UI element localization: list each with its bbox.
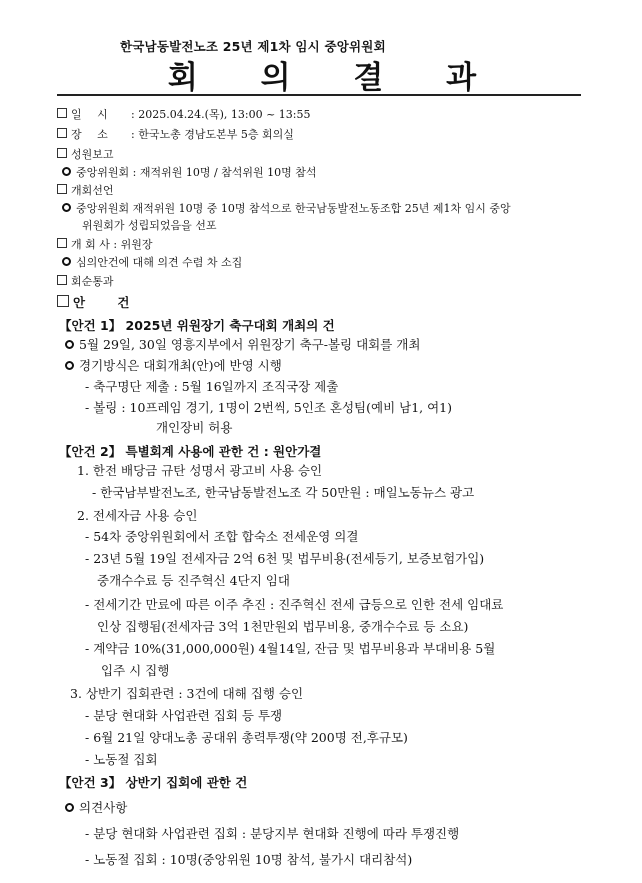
circle-bullet-icon xyxy=(62,167,71,176)
item2-sub3-detail3: - 노동절 집회 xyxy=(85,752,158,767)
checkbox-square-icon xyxy=(57,238,67,248)
title-underline xyxy=(57,94,581,96)
attendance-bullet xyxy=(62,166,317,180)
item2-sub2-detail3-cont: 인상 집행됨(전세자금 3억 1천만원외 법무비용, 중개수수료 등 소요) xyxy=(97,619,469,634)
break-label: 회순통과 xyxy=(71,275,114,288)
attendance-label: 성원보고 xyxy=(71,148,114,161)
place-value: : 한국노총 경남도본부 5층 회의실 xyxy=(131,128,294,141)
item1-detail2-cont: 개인장비 허용 xyxy=(156,420,233,435)
item2-title: 【안건 2】 특별회계 사용에 관한 건 : 원안가결 xyxy=(59,444,322,459)
meeting-name: 한국남동발전노조 25년 제1차 임시 중앙위원회 xyxy=(120,39,386,54)
opening-value-line1: 중앙위원회 재적위원 10명 중 10명 참석으로 한국남동발전노동조합 25년 제1차 임시 중앙 xyxy=(76,202,511,215)
date-value: : 2025.04.24.(목), 13:00 ~ 13:55 xyxy=(131,108,311,121)
agenda-heading-label: 안 건 xyxy=(73,295,144,310)
opening-speech-heading xyxy=(57,238,152,252)
circle-bullet-icon xyxy=(62,203,71,212)
item2-sub3: 3. 상반기 집회관련 : 3건에 대해 집행 승인 xyxy=(70,686,304,701)
break-heading xyxy=(57,275,114,289)
item2-sub2-detail3: - 전세기간 만료에 따른 이주 추진 : 진주혁신 전세 급등으로 인한 전세 임대료 xyxy=(85,597,504,612)
checkbox-square-icon xyxy=(57,275,67,285)
opening-heading xyxy=(57,184,114,198)
item2-sub3-detail2: - 6월 21일 양대노총 공대위 총력투쟁(약 200명 전,후규모) xyxy=(85,730,408,745)
date-row xyxy=(57,108,311,122)
opening-bullet xyxy=(62,202,511,216)
item3-bullet1 xyxy=(65,800,127,816)
item1-bullet1-text: 5월 29일, 30일 영흥지부에서 위원장기 축구-볼링 대회를 개최 xyxy=(79,337,421,352)
item1-bullet1 xyxy=(65,337,420,353)
item2-sub3-detail1: - 분당 현대화 사업관련 집회 등 투쟁 xyxy=(85,708,283,723)
opening-speech-value: 심의안건에 대해 의견 수렴 차 소집 xyxy=(76,256,243,269)
agenda-heading xyxy=(57,295,144,311)
item2-sub1: 1. 한전 배당금 규탄 성명서 광고비 사용 승인 xyxy=(77,463,323,478)
item1-title: 【안건 1】 2025년 위원장기 축구대회 개최의 건 xyxy=(59,318,335,333)
page-title: 회 의 결 과 xyxy=(167,60,503,96)
checkbox-square-icon xyxy=(57,128,67,138)
item2-sub2-detail4-cont: 입주 시 집행 xyxy=(101,663,170,678)
opening-value-line2: 위원회가 성립되었음을 선포 xyxy=(82,219,217,232)
item2-sub2: 2. 전세자금 사용 승인 xyxy=(77,508,198,523)
item1-bullet2-text: 경기방식은 대회개최(안)에 반영 시행 xyxy=(79,358,282,373)
item2-sub2-detail4: - 계약금 10%(31,000,000원) 4월14일, 잔금 및 법무비용과 부대비용 5월 xyxy=(85,641,496,656)
checkbox-square-icon xyxy=(57,184,67,194)
checkbox-square-icon xyxy=(57,295,69,307)
item3-detail1: - 분당 현대화 사업관련 집회 : 분당지부 현대화 진행에 따라 투쟁진행 xyxy=(85,826,460,841)
item3-bullet1-text: 의견사항 xyxy=(79,800,128,815)
item2-sub1-detail1: - 한국남부발전노조, 한국남동발전노조 각 50만원 : 매일노동뉴스 광고 xyxy=(92,485,475,500)
place-row xyxy=(57,128,294,142)
item1-detail1: - 축구명단 제출 : 5월 16일까지 조직국장 제출 xyxy=(85,379,339,394)
opening-speech-bullet xyxy=(62,256,242,270)
attendance-value: 중앙위원회 : 재적위원 10명 / 참석위원 10명 참석 xyxy=(76,166,317,179)
opening-label: 개회선언 xyxy=(71,184,114,197)
circle-bullet-icon xyxy=(65,361,74,370)
circle-bullet-icon xyxy=(62,257,71,266)
opening-speech-label: 개 회 사 : 위원장 xyxy=(71,238,153,251)
circle-bullet-icon xyxy=(65,803,74,812)
item2-sub2-detail2-cont: 중개수수료 등 진주혁신 4단지 임대 xyxy=(97,573,290,588)
item2-sub2-detail2: - 23년 5월 19일 전세자금 2억 6천 및 법무비용(전세등기, 보증보험가입) xyxy=(85,551,485,566)
circle-bullet-icon xyxy=(65,340,74,349)
item3-detail2: - 노동절 집회 : 10명(중앙위원 10명 참석, 불가시 대리참석) xyxy=(85,852,413,867)
item1-bullet2 xyxy=(65,358,282,374)
item3-title: 【안건 3】 상반기 집회에 관한 건 xyxy=(59,775,248,790)
item1-detail2: - 볼링 : 10프레임 경기, 1명이 2번씩, 5인조 혼성팀(예비 남1, 여1) xyxy=(85,400,453,415)
checkbox-square-icon xyxy=(57,148,67,158)
checkbox-square-icon xyxy=(57,108,67,118)
item2-sub2-detail1: - 54차 중앙위원회에서 조합 합숙소 전세운영 의결 xyxy=(85,529,359,544)
attendance-heading xyxy=(57,148,114,162)
date-label: 일 시 xyxy=(71,108,114,121)
place-label: 장 소 xyxy=(71,128,114,141)
